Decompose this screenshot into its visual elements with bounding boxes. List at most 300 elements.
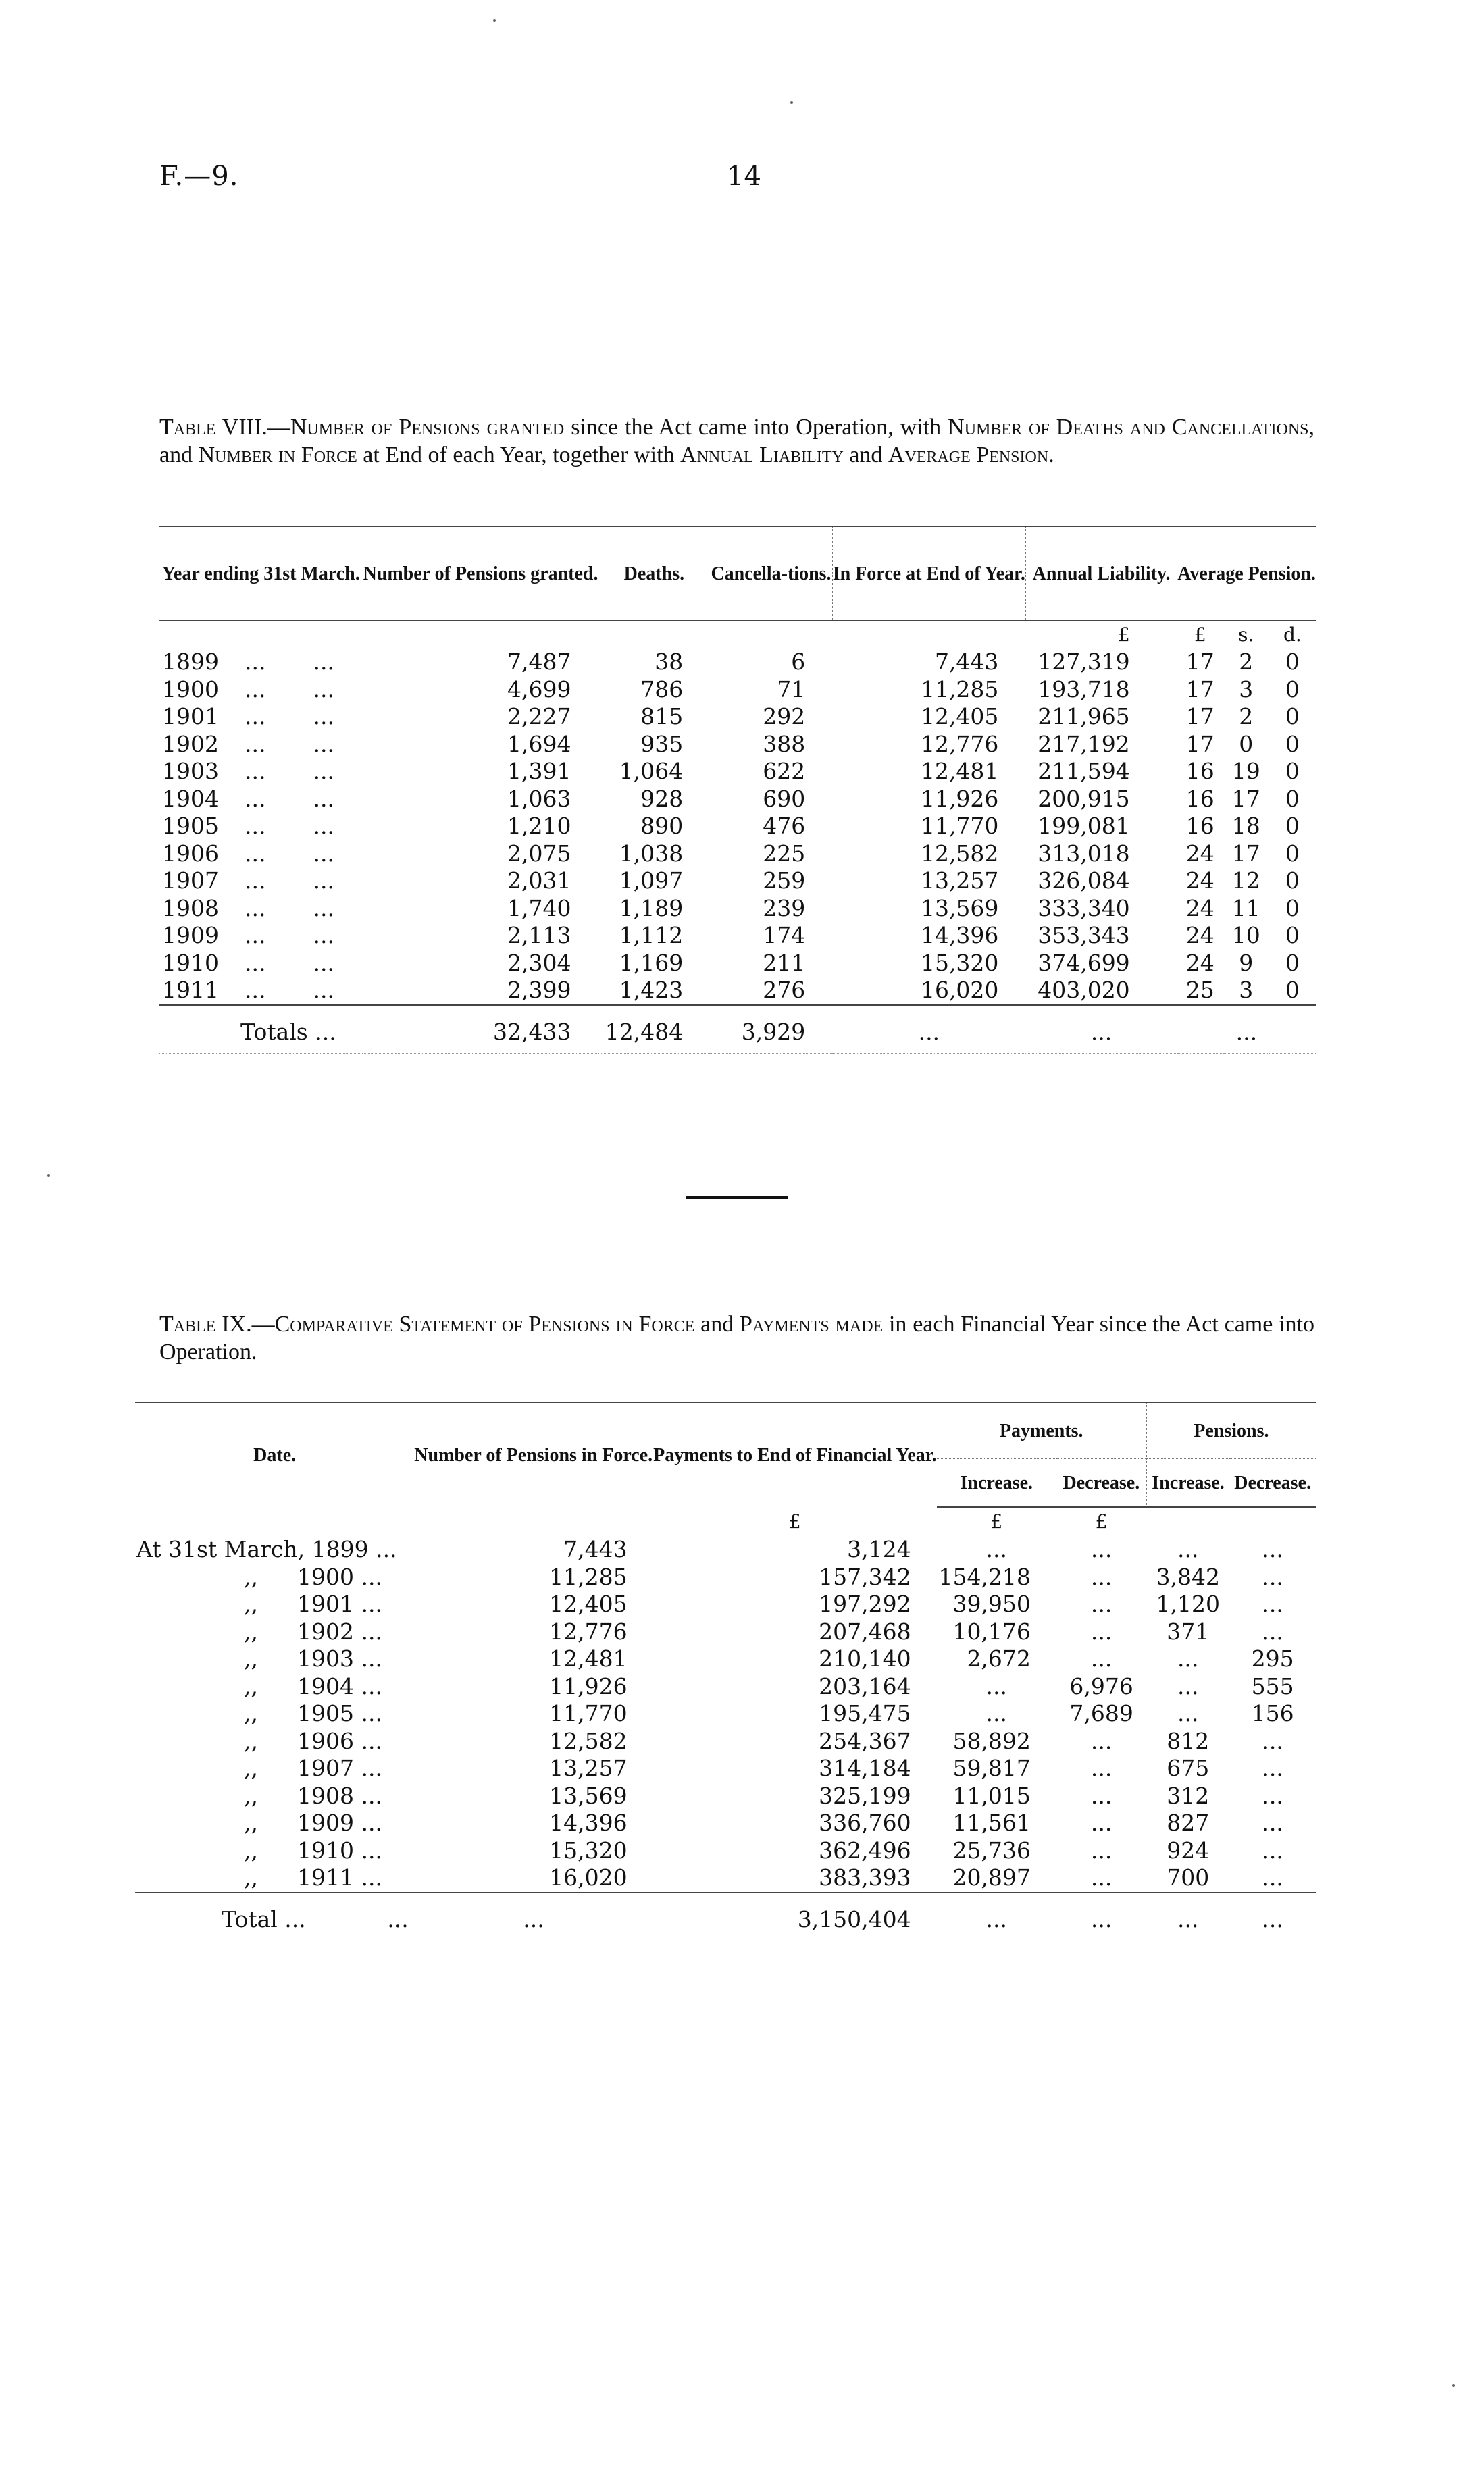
table9-pensions-decrease: 156 bbox=[1251, 1700, 1294, 1727]
table8-year: 1900 bbox=[162, 675, 219, 702]
table8-row bbox=[159, 676, 1316, 704]
table9-row bbox=[135, 1837, 1316, 1865]
table9-leader-dots: ... bbox=[361, 1755, 382, 1782]
table8-deaths: 786 bbox=[640, 675, 684, 702]
table8-leader-dots: ... bbox=[313, 894, 334, 921]
table9-pensions-increase: ... bbox=[1177, 1672, 1199, 1699]
table8-avg-pounds: 24 bbox=[1185, 840, 1214, 867]
table9-ditto: ,, bbox=[244, 1672, 258, 1699]
table8-cancellations: 211 bbox=[763, 949, 806, 976]
table9-payments: 203,164 bbox=[819, 1672, 911, 1699]
table9-pensions-decrease: ... bbox=[1262, 1837, 1283, 1864]
table9-year: 1903 bbox=[297, 1645, 354, 1672]
table8-avg-pounds: 16 bbox=[1185, 813, 1214, 840]
table8-caption-prefix: Table VIII. bbox=[159, 415, 267, 440]
table9-pensions-decrease: ... bbox=[1262, 1810, 1283, 1837]
table8-deaths: 928 bbox=[640, 785, 684, 812]
table9-number: 15,320 bbox=[549, 1837, 628, 1864]
table8-avg-pounds: 24 bbox=[1185, 949, 1214, 976]
table9-ditto: ,, bbox=[244, 1864, 258, 1891]
table9-total-pen-inc: ... bbox=[1146, 1893, 1229, 1941]
table8-leader-dots: ... bbox=[313, 922, 334, 949]
table9-number: 7,443 bbox=[563, 1536, 628, 1563]
table9-header-date: Date. bbox=[135, 1402, 414, 1507]
table8-header-liability: Annual Liability. bbox=[1025, 526, 1177, 621]
table9-pensions-decrease: ... bbox=[1262, 1727, 1283, 1754]
table8-totals-deaths: 12,484 bbox=[598, 1005, 711, 1054]
table9-leader-dots: ... bbox=[361, 1700, 382, 1727]
table9-row bbox=[135, 1673, 1316, 1701]
table8-year: 1901 bbox=[162, 703, 219, 730]
table9-pensions-increase: ... bbox=[1177, 1645, 1199, 1672]
table8-cancellations: 276 bbox=[763, 977, 806, 1004]
table9-header-payments-decrease: Decrease. bbox=[1056, 1459, 1146, 1508]
table9-year: 1907 bbox=[297, 1755, 354, 1782]
table8-year: 1906 bbox=[162, 840, 219, 867]
table8-year: 1908 bbox=[162, 894, 219, 921]
table9-pensions-decrease: 555 bbox=[1251, 1672, 1294, 1699]
table8-granted: 4,699 bbox=[507, 675, 571, 702]
table8-totals-row bbox=[159, 1005, 1316, 1054]
table8-caption-part8: and bbox=[843, 442, 888, 467]
table9-row bbox=[135, 1864, 1316, 1893]
table8-cancellations: 239 bbox=[763, 894, 806, 921]
table8-year: 1910 bbox=[162, 949, 219, 976]
table9-number: 12,481 bbox=[549, 1645, 628, 1672]
table9-payments-decrease: 7,689 bbox=[1069, 1700, 1133, 1727]
table8-liability: 313,018 bbox=[1038, 840, 1130, 867]
table8-in-force: 13,569 bbox=[920, 894, 999, 921]
table8-in-force: 12,582 bbox=[920, 840, 999, 867]
table9-number: 14,396 bbox=[549, 1810, 628, 1837]
table9-year: 1905 bbox=[297, 1700, 354, 1727]
page-reference: F.—9. bbox=[159, 161, 239, 192]
table9-pensions-increase: 1,120 bbox=[1156, 1591, 1220, 1618]
table9-total-row bbox=[135, 1893, 1316, 1941]
table8-granted: 2,304 bbox=[507, 949, 571, 976]
table9-header-payments-increase: Increase. bbox=[937, 1459, 1056, 1508]
table8-avg-shillings: 0 bbox=[1239, 730, 1254, 757]
table8-avg-shillings: 12 bbox=[1231, 867, 1260, 894]
table8-in-force: 12,776 bbox=[920, 730, 999, 757]
table9-pensions-decrease: ... bbox=[1262, 1755, 1283, 1782]
table8-year: 1902 bbox=[162, 730, 219, 757]
table8-in-force: 16,020 bbox=[920, 977, 999, 1004]
table9-year: 1904 bbox=[297, 1672, 354, 1699]
table8-leader-dots: ... bbox=[244, 648, 266, 675]
table8-avg-pence: 0 bbox=[1285, 977, 1300, 1004]
table9-pensions-increase: 3,842 bbox=[1156, 1563, 1220, 1590]
table8-liability: 211,594 bbox=[1038, 758, 1130, 785]
table8-in-force: 11,285 bbox=[920, 675, 999, 702]
table8-granted: 2,075 bbox=[507, 840, 571, 867]
table8-caption-part9: Average Pension bbox=[888, 442, 1049, 467]
table8-leader-dots: ... bbox=[244, 949, 266, 976]
table8-unit-pence: d. bbox=[1283, 623, 1302, 646]
table9-ditto: ,, bbox=[244, 1810, 258, 1837]
table9-payments: 325,199 bbox=[819, 1782, 911, 1809]
table8-liability: 374,699 bbox=[1038, 949, 1130, 976]
table8-avg-shillings: 17 bbox=[1231, 840, 1260, 867]
table9-payments-increase: 11,561 bbox=[952, 1810, 1031, 1837]
table8-avg-pounds: 24 bbox=[1185, 867, 1214, 894]
table9-payments: 210,140 bbox=[819, 1645, 911, 1672]
table8-totals-in-force: ... bbox=[832, 1005, 1025, 1054]
table9-pensions-decrease: ... bbox=[1262, 1563, 1283, 1590]
table8-cancellations: 71 bbox=[777, 675, 806, 702]
table8-avg-pence: 0 bbox=[1285, 730, 1300, 757]
table8-avg-shillings: 3 bbox=[1239, 977, 1254, 1004]
table8-leader-dots: ... bbox=[313, 785, 334, 812]
table9-year: 1911 bbox=[297, 1864, 354, 1891]
table8-year: 1911 bbox=[162, 977, 219, 1004]
table8-granted: 1,694 bbox=[507, 730, 571, 757]
table8-avg-pence: 0 bbox=[1285, 648, 1300, 675]
table9-leader-dots: ... bbox=[361, 1672, 382, 1699]
table8-granted: 1,740 bbox=[507, 894, 571, 921]
table8-leader-dots: ... bbox=[313, 703, 334, 730]
table9-date: At 31st March, 1899 bbox=[136, 1536, 369, 1563]
table8-header-cancellations: Cancella-tions. bbox=[710, 526, 832, 621]
table8-leader-dots: ... bbox=[313, 648, 334, 675]
table9-total-number: ... bbox=[414, 1893, 653, 1941]
table9-payments: 336,760 bbox=[819, 1810, 911, 1837]
table9-ditto: ,, bbox=[244, 1837, 258, 1864]
table9-year: 1902 bbox=[297, 1618, 354, 1645]
table9-row bbox=[135, 1783, 1316, 1810]
table8-totals-cancellations: 3,929 bbox=[710, 1005, 832, 1054]
table8-liability: 353,343 bbox=[1038, 922, 1130, 949]
table9-ditto: ,, bbox=[244, 1755, 258, 1782]
table8-avg-pence: 0 bbox=[1285, 675, 1300, 702]
table9-row bbox=[135, 1755, 1316, 1783]
table8-unit-shillings: s. bbox=[1238, 623, 1254, 646]
table9-pensions-increase: 675 bbox=[1167, 1755, 1210, 1782]
table8-liability: 217,192 bbox=[1038, 730, 1130, 757]
table8-unit-row bbox=[159, 621, 1316, 648]
table8-cancellations: 476 bbox=[763, 813, 806, 840]
table9-leader-dots: ... bbox=[361, 1864, 382, 1891]
table9-ditto: ,, bbox=[244, 1591, 258, 1618]
table8-caption-part1: —Number of Pensions granted bbox=[267, 415, 565, 440]
table8-leader-dots: ... bbox=[313, 758, 334, 785]
table8-row bbox=[159, 867, 1316, 895]
table8-leader-dots: ... bbox=[244, 703, 266, 730]
table-separator-rule bbox=[686, 1196, 788, 1199]
table9-pensions-increase: 827 bbox=[1167, 1810, 1210, 1837]
table8-year: 1907 bbox=[162, 867, 219, 894]
table8-deaths: 1,423 bbox=[619, 977, 684, 1004]
table9-number: 16,020 bbox=[549, 1864, 628, 1891]
table8-granted: 2,227 bbox=[507, 703, 571, 730]
table9-year: 1909 bbox=[297, 1810, 354, 1837]
table8-avg-shillings: 19 bbox=[1231, 758, 1260, 785]
table9-pensions-increase: ... bbox=[1177, 1536, 1199, 1563]
table9-ditto: ,, bbox=[244, 1782, 258, 1809]
table8-avg-pounds: 17 bbox=[1185, 703, 1214, 730]
table9-header-payments: Payments. bbox=[937, 1402, 1147, 1459]
table8-liability: 127,319 bbox=[1038, 648, 1130, 675]
table9-header-payments-to: Payments to End of Financial Year. bbox=[653, 1402, 937, 1507]
table8-granted: 2,399 bbox=[507, 977, 571, 1004]
table9-payments-decrease: ... bbox=[1090, 1864, 1112, 1891]
table9-caption-part3: Payments made bbox=[740, 1312, 884, 1337]
table9-payments-increase: ... bbox=[986, 1700, 1008, 1727]
table8-deaths: 1,189 bbox=[619, 894, 684, 921]
table9-payments: 314,184 bbox=[819, 1755, 911, 1782]
table9-row bbox=[135, 1728, 1316, 1756]
table8-row bbox=[159, 703, 1316, 731]
table8-cancellations: 174 bbox=[763, 922, 806, 949]
table9-total-pen-dec: ... bbox=[1229, 1893, 1316, 1941]
table8-cancellations: 225 bbox=[763, 840, 806, 867]
table8-granted: 1,210 bbox=[507, 813, 571, 840]
table8-totals-granted: 32,433 bbox=[363, 1005, 598, 1054]
table9-number: 11,770 bbox=[549, 1700, 628, 1727]
table9-payments-increase: 58,892 bbox=[952, 1727, 1031, 1754]
table9-leader-dots: ... bbox=[361, 1645, 382, 1672]
table9-leader-dots: ... bbox=[376, 1536, 397, 1563]
table9-header-number: Number of Pensions in Force. bbox=[414, 1402, 653, 1507]
table9-payments-increase: 11,015 bbox=[952, 1782, 1031, 1809]
table8-leader-dots: ... bbox=[244, 922, 266, 949]
table8-avg-pence: 0 bbox=[1285, 922, 1300, 949]
table8-year: 1903 bbox=[162, 758, 219, 785]
table8-caption-part6: at End of each Year, together with bbox=[357, 442, 681, 467]
table9-year: 1900 bbox=[297, 1563, 354, 1590]
table8-avg-pounds: 25 bbox=[1185, 977, 1214, 1004]
table8-avg-shillings: 17 bbox=[1231, 785, 1260, 812]
table8-leader-dots: ... bbox=[313, 977, 334, 1004]
scan-speck bbox=[493, 19, 496, 22]
table9-year: 1901 bbox=[297, 1591, 354, 1618]
table9-total-pay-inc: ... bbox=[937, 1893, 1056, 1941]
table8-leader-dots: ... bbox=[244, 840, 266, 867]
table9-pensions-decrease: ... bbox=[1262, 1591, 1283, 1618]
table8-leader-dots: ... bbox=[313, 867, 334, 894]
table9-payments: 3,124 bbox=[847, 1536, 911, 1563]
table9-payments-increase: 39,950 bbox=[952, 1591, 1031, 1618]
table9-year: 1906 bbox=[297, 1727, 354, 1754]
table8-avg-shillings: 2 bbox=[1239, 703, 1254, 730]
table9-pensions-increase: 924 bbox=[1167, 1837, 1210, 1864]
table9-pensions-decrease: 295 bbox=[1251, 1645, 1294, 1672]
table9-caption-part2: and bbox=[694, 1312, 740, 1337]
table9-unit-row bbox=[135, 1507, 1316, 1536]
table9-leader-dots: ... bbox=[361, 1591, 382, 1618]
table8-year: 1899 bbox=[162, 648, 219, 675]
table8-unit-liability: £ bbox=[1117, 623, 1130, 646]
table9-total-label: Total ... bbox=[222, 1905, 306, 1933]
table8-avg-pounds: 17 bbox=[1185, 730, 1214, 757]
table9-number: 12,405 bbox=[549, 1591, 628, 1618]
table8-leader-dots: ... bbox=[244, 730, 266, 757]
table8-liability: 333,340 bbox=[1038, 894, 1130, 921]
table8-cancellations: 622 bbox=[763, 758, 806, 785]
table9-header-pensions-decrease: Decrease. bbox=[1229, 1459, 1316, 1508]
table9-payments-increase: ... bbox=[986, 1672, 1008, 1699]
table8-caption bbox=[159, 413, 1314, 469]
table9-payments: 157,342 bbox=[819, 1563, 911, 1590]
table9-caption-prefix: Table IX. bbox=[159, 1312, 252, 1337]
table8-in-force: 11,926 bbox=[920, 785, 999, 812]
table8-deaths: 38 bbox=[655, 648, 684, 675]
table9-payments-increase: 20,897 bbox=[952, 1864, 1031, 1891]
table8-caption-part2: since the Act came into Operation, with bbox=[564, 415, 948, 440]
table9-pensions-increase: 812 bbox=[1167, 1727, 1210, 1754]
table9-caption-part4: in each Financial Year since the Act came into Operation. bbox=[159, 1312, 1315, 1364]
table8-in-force: 14,396 bbox=[920, 922, 999, 949]
table9-payments-decrease: ... bbox=[1090, 1727, 1112, 1754]
table8-avg-pounds: 24 bbox=[1185, 894, 1214, 921]
table8-leader-dots: ... bbox=[244, 785, 266, 812]
table8-year: 1905 bbox=[162, 813, 219, 840]
table8-row bbox=[159, 922, 1316, 950]
table9-payments-increase: 10,176 bbox=[952, 1618, 1031, 1645]
table8-totals-dots: ... bbox=[315, 1018, 336, 1045]
table8-granted: 2,031 bbox=[507, 867, 571, 894]
table9 bbox=[135, 1402, 1316, 1941]
table9-leader-dots: ... bbox=[361, 1727, 382, 1754]
table9-row bbox=[135, 1591, 1316, 1618]
table8-row bbox=[159, 840, 1316, 868]
table9-number: 13,569 bbox=[549, 1782, 628, 1809]
page-number: 14 bbox=[727, 161, 761, 192]
table8-avg-pence: 0 bbox=[1285, 703, 1300, 730]
table8-row bbox=[159, 950, 1316, 977]
table9-header-pensions-increase: Increase. bbox=[1146, 1459, 1229, 1508]
table9-pensions-increase: 312 bbox=[1167, 1782, 1210, 1809]
table8-header-year: Year ending 31st March. bbox=[159, 526, 363, 621]
table9-payments-decrease: ... bbox=[1090, 1810, 1112, 1837]
table8-leader-dots: ... bbox=[313, 840, 334, 867]
table9-header-pensions: Pensions. bbox=[1146, 1402, 1316, 1459]
table9-leader-dots: ... bbox=[361, 1618, 382, 1645]
table8-in-force: 13,257 bbox=[920, 867, 999, 894]
table8-cancellations: 690 bbox=[763, 785, 806, 812]
table8-liability: 403,020 bbox=[1038, 977, 1130, 1004]
table9-payments: 362,496 bbox=[819, 1837, 911, 1864]
table9-leader-dots: ... bbox=[361, 1810, 382, 1837]
table8-row bbox=[159, 786, 1316, 813]
table9-caption bbox=[159, 1310, 1314, 1366]
table9-number: 12,582 bbox=[549, 1727, 628, 1754]
table8-avg-pence: 0 bbox=[1285, 840, 1300, 867]
table8-row bbox=[159, 977, 1316, 1005]
table8-deaths: 1,112 bbox=[619, 922, 684, 949]
table8-row bbox=[159, 648, 1316, 676]
table8-deaths: 1,064 bbox=[619, 758, 684, 785]
table9-row bbox=[135, 1700, 1316, 1728]
table9-payments-increase: 2,672 bbox=[967, 1645, 1031, 1672]
table8-totals-average: ... bbox=[1177, 1005, 1316, 1054]
table9-pensions-increase: 371 bbox=[1167, 1618, 1210, 1645]
table8-caption-part7: Annual Liability bbox=[680, 442, 844, 467]
table8-header-deaths: Deaths. bbox=[598, 526, 711, 621]
scan-speck bbox=[790, 101, 793, 104]
table9-payments: 254,367 bbox=[819, 1727, 911, 1754]
table9-payments-decrease: ... bbox=[1090, 1782, 1112, 1809]
table9-pensions-decrease: ... bbox=[1262, 1864, 1283, 1891]
table8-avg-pence: 0 bbox=[1285, 894, 1300, 921]
table9-pensions-decrease: ... bbox=[1262, 1782, 1283, 1809]
table9-unit-payments-to: £ bbox=[788, 1510, 801, 1533]
table9-unit-decrease: £ bbox=[1095, 1510, 1108, 1533]
table8-avg-pence: 0 bbox=[1285, 758, 1300, 785]
table8-liability: 200,915 bbox=[1038, 785, 1130, 812]
table9-payments-decrease: ... bbox=[1090, 1536, 1112, 1563]
table8-leader-dots: ... bbox=[313, 730, 334, 757]
table8-caption-part4: , and bbox=[159, 415, 1314, 467]
table8-liability: 211,965 bbox=[1038, 703, 1130, 730]
table9-total-payments: 3,150,404 bbox=[653, 1893, 937, 1941]
table9-year: 1910 bbox=[297, 1837, 354, 1864]
table8-in-force: 11,770 bbox=[920, 813, 999, 840]
table9-ditto: ,, bbox=[244, 1700, 258, 1727]
table8-totals-label: Totals bbox=[240, 1018, 308, 1045]
table8-row bbox=[159, 731, 1316, 759]
table8-liability: 326,084 bbox=[1038, 867, 1130, 894]
table8-leader-dots: ... bbox=[244, 894, 266, 921]
table8-avg-shillings: 2 bbox=[1239, 648, 1254, 675]
table9-row bbox=[135, 1536, 1316, 1564]
table8-granted: 7,487 bbox=[507, 648, 571, 675]
table8-avg-shillings: 10 bbox=[1231, 922, 1260, 949]
table8-row bbox=[159, 813, 1316, 840]
table9-pensions-increase: 700 bbox=[1167, 1864, 1210, 1891]
table9-number: 13,257 bbox=[549, 1755, 628, 1782]
table9-payments-increase: 154,218 bbox=[938, 1563, 1031, 1590]
table9-row bbox=[135, 1564, 1316, 1591]
table8-leader-dots: ... bbox=[313, 813, 334, 840]
table8-deaths: 1,169 bbox=[619, 949, 684, 976]
table8-avg-pence: 0 bbox=[1285, 949, 1300, 976]
table9-ditto: ,, bbox=[244, 1618, 258, 1645]
table8-liability: 199,081 bbox=[1038, 813, 1130, 840]
table8-avg-shillings: 11 bbox=[1231, 894, 1260, 921]
table8-leader-dots: ... bbox=[244, 867, 266, 894]
table8-deaths: 1,038 bbox=[619, 840, 684, 867]
table8-cancellations: 6 bbox=[791, 648, 806, 675]
table8-row bbox=[159, 758, 1316, 786]
table8-header-granted: Number of Pensions granted. bbox=[363, 526, 598, 621]
table8-unit-pounds: £ bbox=[1194, 623, 1206, 646]
table9-payments-decrease: 6,976 bbox=[1069, 1672, 1133, 1699]
table9-payments-decrease: ... bbox=[1090, 1591, 1112, 1618]
table9-leader-dots: ... bbox=[361, 1837, 382, 1864]
table8-in-force: 12,405 bbox=[920, 703, 999, 730]
table8-leader-dots: ... bbox=[244, 977, 266, 1004]
table9-caption-part1: —Comparative Statement of Pensions in Force bbox=[251, 1312, 695, 1337]
table8-granted: 1,063 bbox=[507, 785, 571, 812]
table8-avg-pounds: 24 bbox=[1185, 922, 1214, 949]
table9-number: 11,285 bbox=[549, 1563, 628, 1590]
scan-speck bbox=[1452, 2384, 1455, 2387]
table8-granted: 1,391 bbox=[507, 758, 571, 785]
table9-total-date-dots: ... bbox=[387, 1905, 409, 1933]
table9-leader-dots: ... bbox=[361, 1563, 382, 1590]
table8-avg-shillings: 3 bbox=[1239, 675, 1254, 702]
table8-caption-part3: Number of Deaths and Cancellations bbox=[948, 415, 1309, 440]
table9-row bbox=[135, 1618, 1316, 1646]
table9-payments-decrease: ... bbox=[1090, 1563, 1112, 1590]
table8-header-in-force: In Force at End of Year. bbox=[832, 526, 1025, 621]
table9-ditto: ,, bbox=[244, 1645, 258, 1672]
table8-avg-pounds: 17 bbox=[1185, 675, 1214, 702]
table8-year: 1904 bbox=[162, 785, 219, 812]
table9-payments: 197,292 bbox=[819, 1591, 911, 1618]
table8-cancellations: 388 bbox=[763, 730, 806, 757]
